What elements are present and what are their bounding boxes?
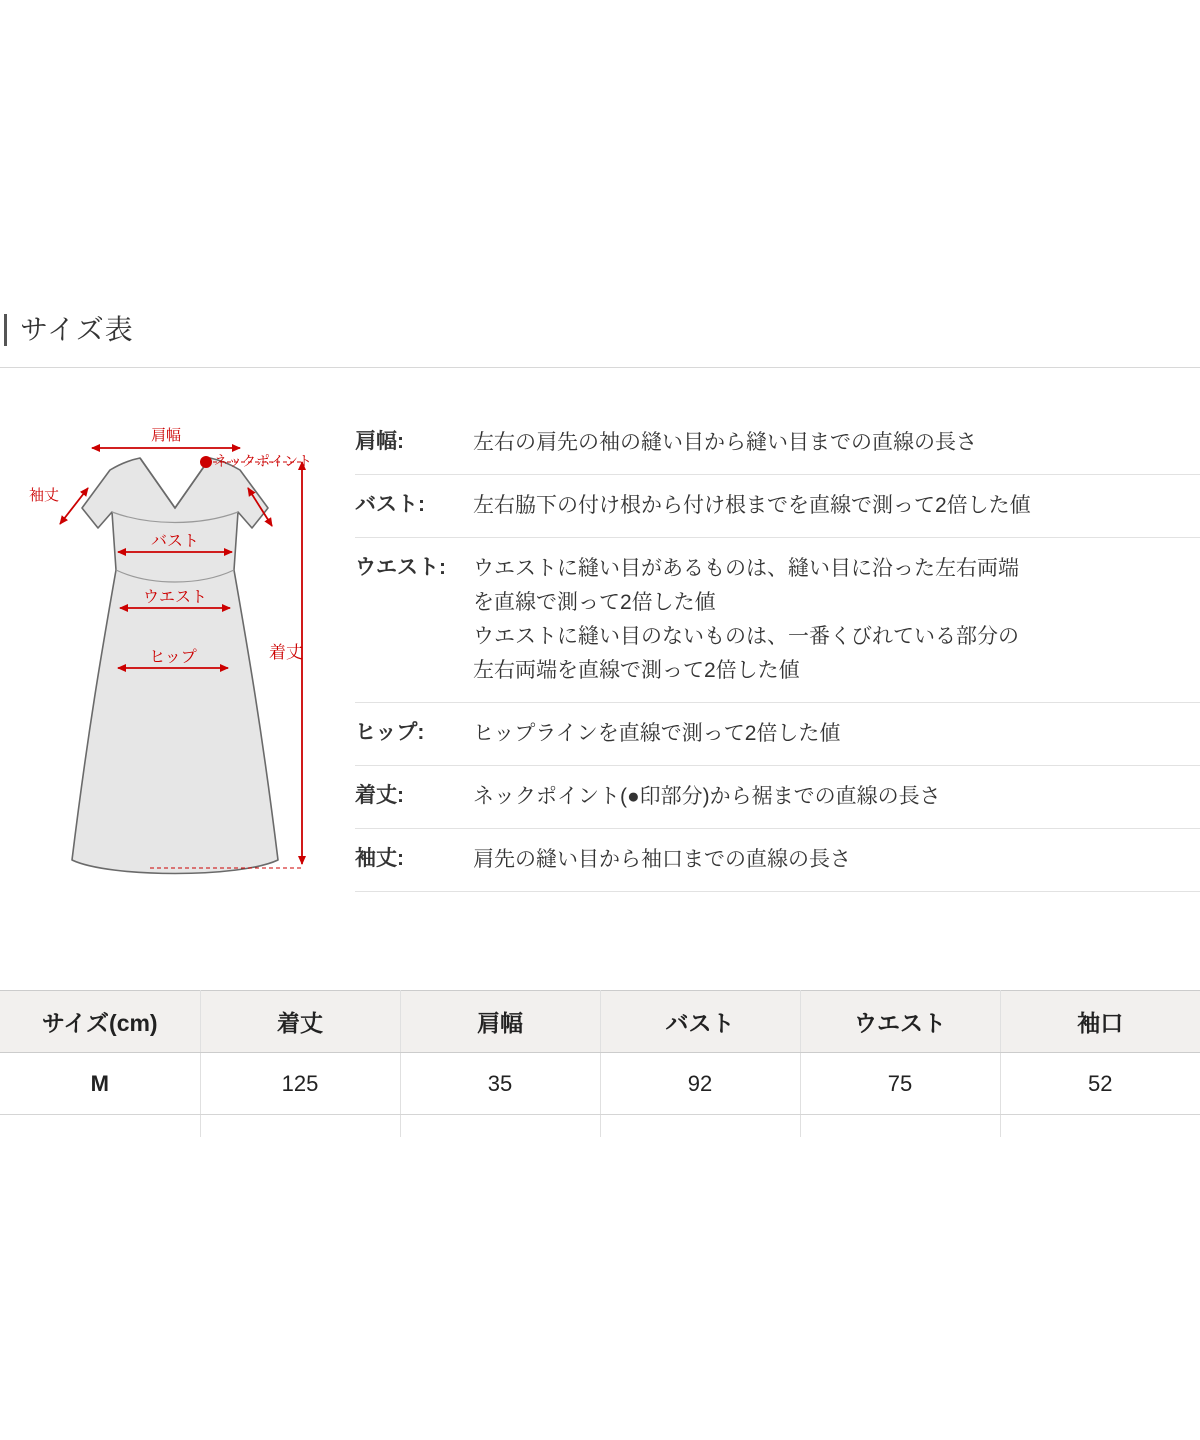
- table-header-cell: サイズ(cm): [0, 991, 200, 1053]
- page-title: サイズ表: [20, 314, 134, 345]
- definition-term: ヒップ:: [355, 721, 425, 744]
- measurement-definition-list: [355, 412, 1200, 892]
- definition-term: バスト:: [355, 493, 425, 516]
- definition-line: 左右の肩先の袖の縫い目から縫い目までの直線の長さ: [473, 431, 977, 454]
- table-header-cell: バスト: [600, 991, 800, 1053]
- table-cell-empty: [400, 1115, 600, 1137]
- definition-description: [473, 489, 1200, 523]
- definition-row-length: [355, 766, 1200, 829]
- definition-description: [473, 843, 1200, 877]
- table-header-cell: 着丈: [200, 991, 400, 1053]
- heading-accent-bar: [4, 314, 7, 346]
- table-header-row: [0, 991, 1200, 1053]
- definition-term: ウエスト:: [355, 556, 446, 579]
- definition-row-hip: [355, 703, 1200, 766]
- definition-line: 肩先の縫い目から袖口までの直線の長さ: [473, 848, 851, 871]
- definition-term: 袖丈:: [355, 847, 404, 870]
- label-sleeve: 袖丈: [28, 487, 60, 504]
- definition-row-waist: [355, 538, 1200, 703]
- size-table: [0, 990, 1200, 1137]
- definition-row-bust: [355, 475, 1200, 538]
- table-header-cell: 袖口: [1000, 991, 1200, 1053]
- label-shoulder: 肩幅: [150, 427, 182, 444]
- label-bust: バスト: [150, 533, 200, 550]
- table-cell-empty: [200, 1115, 400, 1137]
- definition-line: 左右脇下の付け根から付け根までを直線で測って2倍した値: [473, 494, 1031, 517]
- table-cell-bust: 92: [600, 1053, 800, 1115]
- table-cell-waist: 75: [800, 1053, 1000, 1115]
- definition-description: [473, 552, 1200, 688]
- definition-row-shoulder: [355, 412, 1200, 475]
- table-cell-empty: [0, 1115, 200, 1137]
- section-header: [0, 300, 1200, 368]
- label-hip: ヒップ: [149, 649, 197, 666]
- definition-line: ヒップラインを直線で測って2倍した値: [473, 722, 841, 745]
- table-cell-cuff: 52: [1000, 1053, 1200, 1115]
- definition-description: [473, 426, 1200, 460]
- table-cell-shoulder: 35: [400, 1053, 600, 1115]
- definition-line: 左右両端を直線で測って2倍した値: [473, 659, 800, 682]
- table-row-spacer: [0, 1115, 1200, 1137]
- label-neck-point: ネックポイント: [214, 453, 312, 469]
- table-header-cell: 肩幅: [400, 991, 600, 1053]
- table-cell-empty: [600, 1115, 800, 1137]
- label-length: 着丈: [269, 643, 303, 662]
- garment-measurement-diagram: [0, 400, 350, 920]
- label-waist: ウエスト: [142, 589, 208, 606]
- definition-row-sleeve: [355, 829, 1200, 892]
- definition-term: 着丈:: [355, 784, 404, 807]
- table-cell-empty: [1000, 1115, 1200, 1137]
- table-row: [0, 1053, 1200, 1115]
- definition-line: ウエストに縫い目のないものは、一番くびれている部分の: [473, 625, 1019, 648]
- definition-description: [473, 780, 1200, 814]
- table-cell-length: 125: [200, 1053, 400, 1115]
- definition-line: を直線で測って2倍した値: [473, 591, 716, 614]
- definition-line: ネックポイント(●印部分)から裾までの直線の長さ: [473, 785, 941, 808]
- definition-line: ウエストに縫い目があるものは、縫い目に沿った左右両端: [473, 557, 1019, 580]
- definition-description: [473, 717, 1200, 751]
- table-cell-size: M: [0, 1053, 200, 1115]
- definition-term: 肩幅:: [355, 430, 404, 453]
- table-cell-empty: [800, 1115, 1000, 1137]
- table-header-cell: ウエスト: [800, 991, 1000, 1053]
